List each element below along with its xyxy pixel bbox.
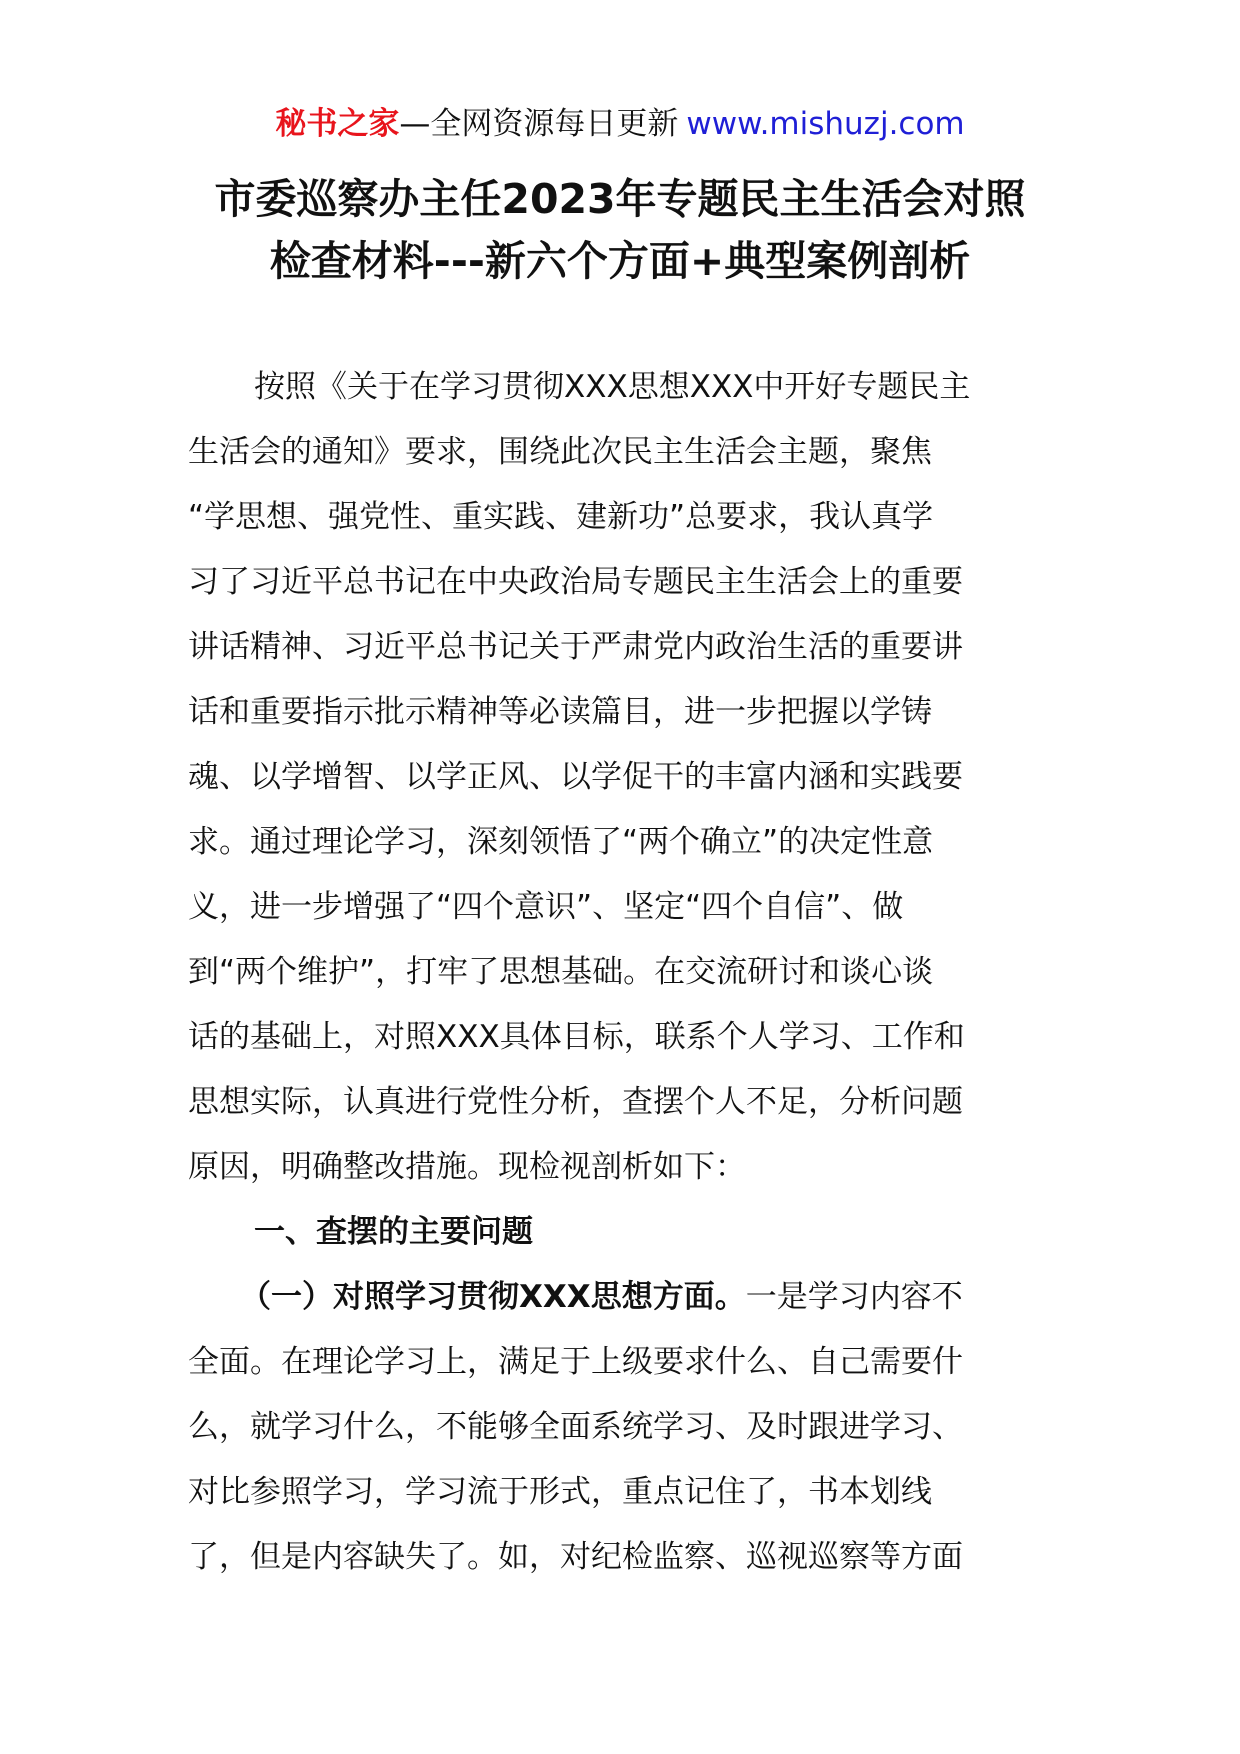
intro-line: 生活会的通知》要求，围绕此次民主生活会主题，聚焦 — [188, 434, 932, 470]
subsection-line: 么，就学习什么，不能够全面系统学习、及时跟进学习、 — [188, 1409, 963, 1445]
subsection-heading: （一）对照学习贯彻XXX思想方面。 — [240, 1279, 746, 1315]
subsection-line: 全面。在理论学习上，满足于上级要求什么、自己需要什 — [188, 1344, 963, 1380]
intro-line: 求。通过理论学习，深刻领悟了“两个确立”的决定性意 — [188, 824, 934, 860]
intro-line: 按照《关于在学习贯彻XXX思想XXX中开好专题民主 — [254, 369, 971, 405]
title-line-1: 市委巡察办主任2023年专题民主生活会对照 — [214, 175, 1026, 223]
site-tagline: —全网资源每日更新 — [399, 106, 679, 142]
document-body — [188, 355, 1056, 1590]
site-url-link[interactable]: www.mishuzj.com — [686, 106, 965, 142]
intro-line: 思想实际，认真进行党性分析，查摆个人不足，分析问题 — [188, 1084, 963, 1120]
intro-line: 习了习近平总书记在中央政治局专题民主生活会上的重要 — [188, 564, 963, 600]
intro-line: 义，进一步增强了“四个意识”、坚定“四个自信”、做 — [188, 889, 904, 925]
section-heading: 一、查摆的主要问题 — [254, 1214, 533, 1250]
intro-line: 话的基础上，对照XXX具体目标，联系个人学习、工作和 — [188, 1019, 965, 1055]
intro-line: 到“两个维护”，打牢了思想基础。在交流研讨和谈心谈 — [188, 954, 934, 990]
site-brand: 秘书之家 — [275, 106, 400, 142]
intro-line: 原因，明确整改措施。现检视剖析如下： — [188, 1149, 746, 1185]
intro-line: 话和重要指示批示精神等必读篇目，进一步把握以学铸 — [188, 694, 932, 730]
intro-line: 讲话精神、习近平总书记关于严肃党内政治生活的重要讲 — [188, 629, 963, 665]
subsection-lead: 一是学习内容不 — [745, 1279, 963, 1315]
intro-line: 魂、以学增智、以学正风、以学促干的丰富内涵和实践要 — [188, 759, 963, 795]
subsection-first-line — [188, 1265, 1056, 1330]
subsection-line: 对比参照学习，学习流于形式，重点记住了，书本划线 — [188, 1474, 932, 1510]
site-header — [0, 103, 1240, 145]
document-title — [0, 168, 1240, 292]
subsection-line: 了，但是内容缺失了。如，对纪检监察、巡视巡察等方面 — [188, 1539, 963, 1575]
intro-line: “学思想、强党性、重实践、建新功”总要求，我认真学 — [188, 499, 934, 535]
title-line-2: 检查材料---新六个方面+典型案例剖析 — [269, 237, 971, 285]
